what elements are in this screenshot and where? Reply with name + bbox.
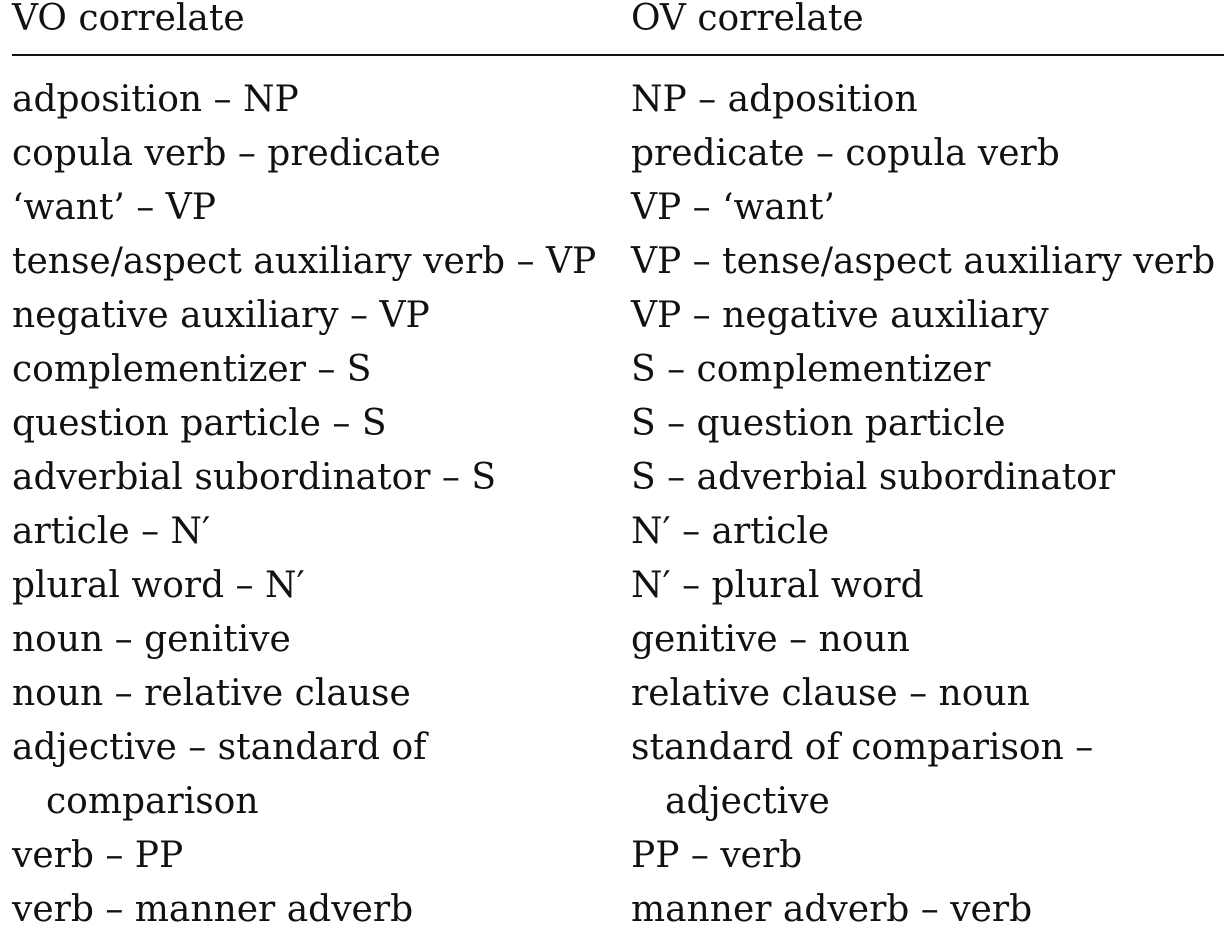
ov-text: NP – adposition xyxy=(631,79,918,120)
vo-text: noun – genitive xyxy=(12,619,291,660)
table-row xyxy=(12,127,1224,181)
ov-text-continuation: adjective xyxy=(665,781,830,822)
table-row xyxy=(12,505,1224,559)
table-row xyxy=(12,559,1224,613)
ov-cell xyxy=(631,289,1224,343)
vo-cell xyxy=(12,451,631,505)
ov-text: VP – tense/aspect auxiliary verb xyxy=(631,241,1216,282)
vo-cell xyxy=(12,127,631,181)
vo-text: noun – relative clause xyxy=(12,673,411,714)
ov-cell xyxy=(631,667,1224,721)
ov-text: N′ – article xyxy=(631,511,830,552)
vo-text: ‘want’ – VP xyxy=(12,187,216,228)
ov-header: OV correlate xyxy=(631,0,864,39)
ov-cell xyxy=(631,235,1224,289)
ov-cell xyxy=(631,181,1224,235)
vo-text: adjective – standard of xyxy=(12,727,427,768)
ov-text: S – adverbial subordinator xyxy=(631,457,1116,498)
ov-cell xyxy=(631,883,1224,937)
correlates-table xyxy=(12,0,1224,937)
ov-text: predicate – copula verb xyxy=(631,133,1060,174)
vo-text: tense/aspect auxiliary verb – VP xyxy=(12,241,597,282)
vo-cell xyxy=(12,289,631,343)
ov-text: PP – verb xyxy=(631,835,803,876)
ov-cell xyxy=(631,73,1224,127)
vo-text: negative auxiliary – VP xyxy=(12,295,430,336)
ov-text: relative clause – noun xyxy=(631,673,1030,714)
vo-cell xyxy=(12,343,631,397)
ov-cell xyxy=(631,397,1224,451)
vo-text: adverbial subordinator – S xyxy=(12,457,497,498)
vo-cell xyxy=(12,883,631,937)
vo-cell xyxy=(12,559,631,613)
vo-cell xyxy=(12,721,631,829)
vo-cell xyxy=(12,505,631,559)
vo-text: copula verb – predicate xyxy=(12,133,441,174)
ov-cell xyxy=(631,343,1224,397)
vo-cell xyxy=(12,613,631,667)
ov-text: standard of comparison – xyxy=(631,727,1094,768)
vo-cell xyxy=(12,829,631,883)
table-row xyxy=(12,73,1224,127)
table-row xyxy=(12,667,1224,721)
vo-cell xyxy=(12,397,631,451)
ov-cell xyxy=(631,451,1224,505)
table-row xyxy=(12,343,1224,397)
ov-text: genitive – noun xyxy=(631,619,910,660)
table-row xyxy=(12,289,1224,343)
ov-cell xyxy=(631,127,1224,181)
ov-cell xyxy=(631,613,1224,667)
vo-text: article – N′ xyxy=(12,511,211,552)
header-rule xyxy=(12,54,1224,56)
ov-cell xyxy=(631,559,1224,613)
table-header xyxy=(12,0,1224,38)
table-row xyxy=(12,829,1224,883)
vo-cell xyxy=(12,181,631,235)
ov-text: N′ – plural word xyxy=(631,565,924,606)
vo-text: plural word – N′ xyxy=(12,565,305,606)
table-row xyxy=(12,235,1224,289)
ov-cell xyxy=(631,505,1224,559)
ov-text: S – complementizer xyxy=(631,349,991,390)
table-row xyxy=(12,613,1224,667)
table-row xyxy=(12,181,1224,235)
vo-text-continuation: comparison xyxy=(46,781,259,822)
ov-cell xyxy=(631,721,1224,829)
table-row xyxy=(12,721,1224,829)
ov-text: VP – ‘want’ xyxy=(631,187,835,228)
table-row xyxy=(12,451,1224,505)
vo-text: verb – PP xyxy=(12,835,184,876)
ov-text: S – question particle xyxy=(631,403,1006,444)
vo-text: verb – manner adverb xyxy=(12,889,414,930)
vo-cell xyxy=(12,667,631,721)
vo-text: question particle – S xyxy=(12,403,387,444)
vo-header: VO correlate xyxy=(12,0,245,39)
ov-cell xyxy=(631,829,1224,883)
vo-text: complementizer – S xyxy=(12,349,372,390)
vo-cell xyxy=(12,73,631,127)
vo-cell xyxy=(12,235,631,289)
table-row xyxy=(12,397,1224,451)
ov-text: manner adverb – verb xyxy=(631,889,1033,930)
ov-text: VP – negative auxiliary xyxy=(631,295,1049,336)
vo-text: adposition – NP xyxy=(12,79,299,120)
table-row xyxy=(12,883,1224,937)
